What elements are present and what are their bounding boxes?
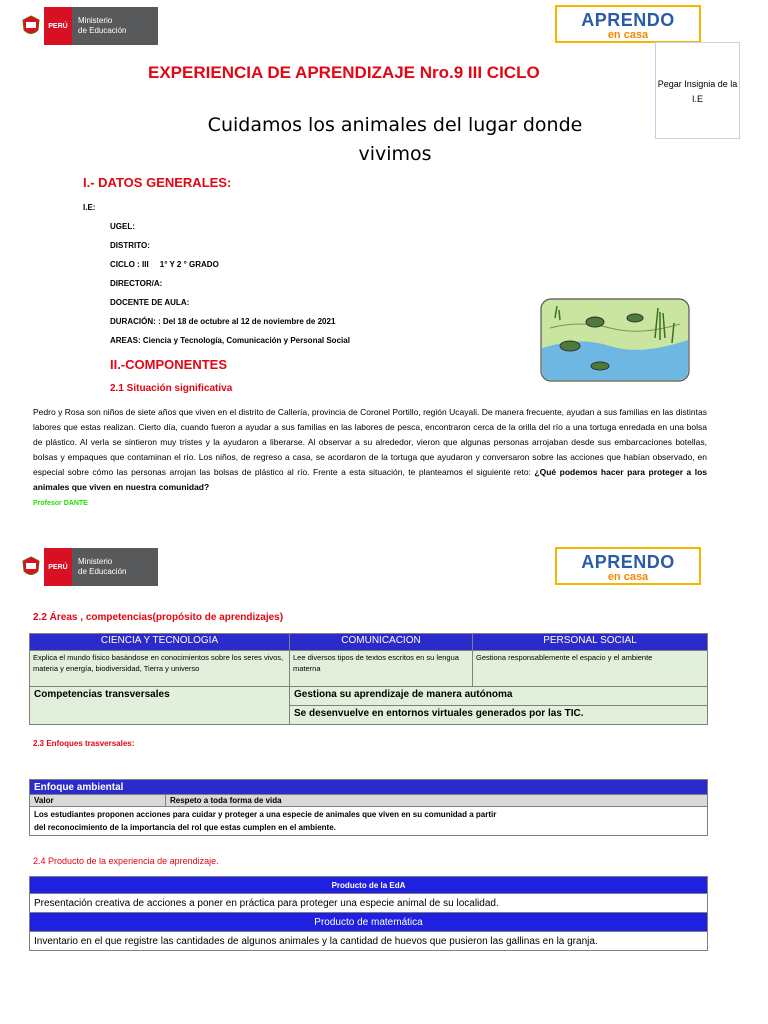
en-casa-text: en casa [607, 29, 649, 41]
producto-matematica-header: Producto de matemática [30, 913, 708, 932]
profesor-label: Profesor DANTE [33, 500, 88, 507]
ie-field: I.E: [83, 203, 96, 212]
competencias-transversales-label: Competencias transversales [30, 687, 290, 725]
page-title: EXPERIENCIA DE APRENDIZAJE Nro.9 III CICLO [148, 63, 540, 82]
ministerio-line1: Ministerio [78, 557, 113, 566]
situacion-paragraph [33, 405, 707, 495]
aprendo-text: APRENDO [581, 552, 675, 572]
situacion-text: Pedro y Rosa son niños de siete años que viven en el distrito de Callería, provincia de Coronel Portillo, región Ucayali. De manera frecuente, ayudan a sus familias en las distintas labores que estas realizan. Cierto día, cuando fueron a ayudar a sus familias en las labores de pesca, encontraron cerca de la orilla del río a una tortuga enredada en una bolsa de plástico. Al verla se sintieron muy tristes y la ayudaron a liberarse. Al observar a su alrededor, vieron que algunas personas arrojaban desde sus embarcaciones botellas, bolsas y empaques que contaminan el río. Los niños, de regreso a casa, se acordaron de la tortuga que ayudaron y conversaron sobre las acciones que habían observado, en especial sobre cómo las personas arrojan las bolsas de plástico al río. Frente a esta situación, te planteamos el siguiente reto: [33, 407, 707, 477]
producto-matematica-text: Inventario en el que registre las cantidades de algunos animales y la cantidad de huevos que pusieron las gallinas en la granja. [30, 932, 708, 951]
enfoque-title: Enfoque ambiental [30, 780, 708, 795]
enfoque-description [30, 807, 708, 836]
valor-label: Valor [30, 795, 166, 807]
aprendo-text: APRENDO [581, 10, 675, 30]
enfoque-table [29, 779, 708, 836]
cell-comunicacion: Lee diversos tipos de textos escritos en su lengua materna [290, 651, 473, 687]
peru-label: PERÚ [44, 548, 72, 586]
section-datos-generales: I.- DATOS GENERALES: [83, 175, 232, 190]
enfoque-description-line1: Los estudiantes proponen acciones para cuidar y proteger a una especie de animales que viven en su comunidad a partir [34, 810, 497, 819]
transversal-2: Se desenvuelve en entornos virtuales generados por las TIC. [290, 706, 708, 725]
header-ciencia: CIENCIA Y TECNOLOGIA [30, 634, 290, 651]
reto-text: ¿Qué podemos hacer para proteger a los animales que viven en nuestra comunidad? [33, 467, 707, 492]
section-componentes: II.-COMPONENTES [110, 357, 228, 372]
subsection-enfoques: 2.3 Enfoques trasversales: [33, 739, 135, 748]
subtitle-line2: vivimos [358, 143, 432, 165]
ministerio-line2: de Educación [78, 26, 127, 35]
peru-label: PERÚ [44, 7, 72, 45]
subtitle-line1: Cuidamos los animales del lugar donde [207, 114, 583, 136]
duracion-field: DURACIÓN: : Del 18 de octubre al 12 de noviembre de 2021 [110, 317, 336, 326]
aprendo-en-casa-logo-2 [555, 547, 701, 585]
director-field: DIRECTOR/A: [110, 279, 163, 288]
ministerio-logo-2 [18, 548, 158, 586]
subsection-producto: 2.4 Producto de la experiencia de aprendizaje. [33, 856, 219, 866]
producto-eda-text: Presentación creativa de acciones a poner en práctica para proteger una especie animal de su localidad. [30, 894, 708, 913]
subsection-situacion: 2.1 Situación significativa [110, 383, 233, 394]
producto-eda-header: Producto de la EdA [30, 877, 708, 894]
valor-value: Respeto a toda forma de vida [166, 795, 708, 807]
transversal-1: Gestiona su aprendizaje de manera autónoma [290, 687, 708, 706]
ministerio-logo [18, 7, 158, 45]
areas-field: AREAS: Ciencia y Tecnología, Comunicación y Personal Social [110, 336, 350, 345]
ciclo-field: CICLO : III 1° Y 2 ° GRADO [110, 260, 219, 269]
enfoque-description-line2: del reconocimiento de la importancia del rol que estas cumplen en el ambiente. [34, 823, 336, 832]
header-comunicacion: COMUNICACION [290, 634, 473, 651]
header-personal-social: PERSONAL SOCIAL [473, 634, 708, 651]
turtles-river-illustration [540, 298, 690, 382]
insignia-box: Pegar Insignia de la I.E [655, 42, 740, 139]
producto-table [29, 876, 708, 951]
docente-field: DOCENTE DE AULA: [110, 298, 190, 307]
subsection-areas: 2.2 Áreas , competencias(propósito de aprendizajes) [33, 612, 284, 623]
cell-ciencia: Explica el mundo físico basándose en conocimientos sobre los seres vivos, materia y energía, biodiversidad, Tierra y universo [30, 651, 290, 687]
subtitle [130, 111, 660, 169]
en-casa-text: en casa [607, 571, 649, 583]
distrito-field: DISTRITO: [110, 241, 150, 250]
aprendo-en-casa-logo [555, 5, 701, 43]
cell-personal-social: Gestiona responsablemente el espacio y el ambiente [473, 651, 708, 687]
coat-of-arms-icon [18, 548, 44, 586]
areas-competencias-table [29, 633, 708, 725]
ministerio-line2: de Educación [78, 567, 127, 576]
ugel-field: UGEL: [110, 222, 135, 231]
coat-of-arms-icon [18, 7, 44, 45]
ministerio-line1: Ministerio [78, 16, 113, 25]
